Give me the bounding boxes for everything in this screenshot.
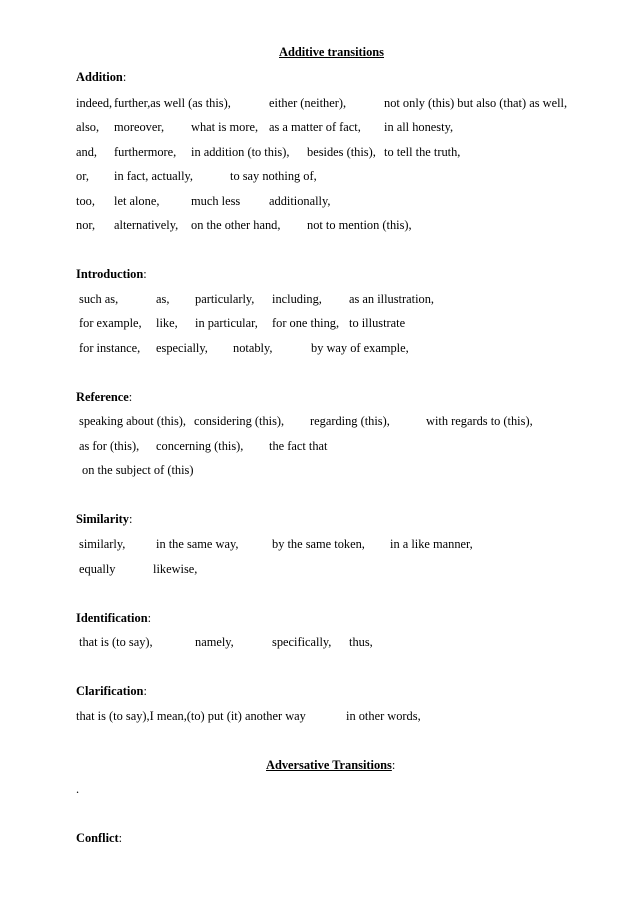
- word-item: that is (to say),I mean,(to) put (it) another way: [76, 709, 306, 723]
- word-item: the fact that: [269, 439, 328, 453]
- word-item: what is more,: [191, 120, 259, 134]
- word-item: namely,: [195, 635, 234, 649]
- word-item: additionally,: [269, 194, 331, 208]
- section-heading-introduction: [76, 267, 147, 282]
- word-item: on the other hand,: [191, 218, 281, 232]
- stray-dot: .: [76, 782, 80, 796]
- word-item: by the same token,: [272, 537, 365, 551]
- word-item: nor,: [76, 218, 96, 232]
- word-item: not to mention (this),: [307, 218, 412, 232]
- word-item: on the subject of (this): [82, 463, 194, 477]
- section-heading-addition: [76, 70, 126, 85]
- heading-colon: :: [143, 684, 147, 698]
- word-item: for one thing,: [272, 316, 340, 330]
- section-heading-identification: [76, 611, 151, 626]
- word-item: or,: [76, 169, 89, 183]
- heading-text: Addition: [76, 70, 123, 84]
- section-heading-conflict: [76, 831, 122, 846]
- word-item: concerning (this),: [156, 439, 244, 453]
- word-item: in a like manner,: [390, 537, 473, 551]
- section-heading-reference: [76, 390, 132, 405]
- word-item: likewise,: [153, 562, 198, 576]
- word-item: to tell the truth,: [384, 145, 461, 159]
- word-item: particularly,: [195, 292, 255, 306]
- word-item: by way of example,: [311, 341, 409, 355]
- heading-text: Similarity: [76, 512, 129, 526]
- word-item: too,: [76, 194, 95, 208]
- word-item: in addition (to this),: [191, 145, 290, 159]
- word-item: specifically,: [272, 635, 332, 649]
- word-item: much less: [191, 194, 241, 208]
- heading-colon: :: [122, 70, 127, 84]
- section-heading-clarification: [76, 684, 147, 699]
- word-item: as a matter of fact,: [269, 120, 361, 134]
- heading-colon: :: [128, 390, 133, 404]
- word-item: including,: [272, 292, 322, 306]
- word-item: notably,: [233, 341, 273, 355]
- section-heading-similarity: [76, 512, 132, 527]
- title-text: Adversative Transitions: [266, 758, 392, 772]
- word-item: considering (this),: [194, 414, 285, 428]
- word-item: in particular,: [195, 316, 258, 330]
- word-item: further,as well (as this),: [114, 96, 231, 110]
- word-item: not only (this) but also (that) as well,: [384, 96, 568, 110]
- heading-colon: :: [143, 267, 147, 281]
- word-item: in all honesty,: [384, 120, 454, 134]
- word-item: furthermore,: [114, 145, 177, 159]
- heading-colon: :: [118, 831, 123, 845]
- page-title: Additive transitions: [279, 45, 384, 59]
- word-item: speaking about (this),: [79, 414, 187, 428]
- word-item: such as,: [79, 292, 119, 306]
- word-item: let alone,: [114, 194, 160, 208]
- word-item: in other words,: [346, 709, 421, 723]
- heading-text: Reference: [76, 390, 129, 404]
- word-item: to say nothing of,: [230, 169, 317, 183]
- word-item: as,: [156, 292, 170, 306]
- word-item: regarding (this),: [310, 414, 390, 428]
- section-title-adversative: [266, 758, 395, 773]
- word-item: for instance,: [79, 341, 141, 355]
- word-item: to illustrate: [349, 316, 406, 330]
- word-item: that is (to say),: [79, 635, 153, 649]
- word-item: like,: [156, 316, 178, 330]
- word-item: with regards to (this),: [426, 414, 533, 428]
- word-item: indeed,: [76, 96, 113, 110]
- word-item: moreover,: [114, 120, 165, 134]
- word-item: equally: [79, 562, 116, 576]
- heading-text: Identification: [76, 611, 148, 625]
- heading-text: Clarification: [76, 684, 144, 698]
- word-item: besides (this),: [307, 145, 376, 159]
- word-item: also,: [76, 120, 100, 134]
- heading-text: Conflict: [76, 831, 119, 845]
- title-colon: :: [391, 758, 396, 772]
- heading-text: Introduction: [76, 267, 144, 281]
- word-item: similarly,: [79, 537, 126, 551]
- word-item: in the same way,: [156, 537, 239, 551]
- word-item: as for (this),: [79, 439, 140, 453]
- word-item: and,: [76, 145, 97, 159]
- word-item: in fact, actually,: [114, 169, 194, 183]
- heading-colon: :: [129, 512, 133, 526]
- word-item: alternatively,: [114, 218, 179, 232]
- word-item: as an illustration,: [349, 292, 434, 306]
- word-item: thus,: [349, 635, 373, 649]
- word-item: either (neither),: [269, 96, 347, 110]
- word-item: for example,: [79, 316, 142, 330]
- word-item: especially,: [156, 341, 208, 355]
- heading-colon: :: [147, 611, 152, 625]
